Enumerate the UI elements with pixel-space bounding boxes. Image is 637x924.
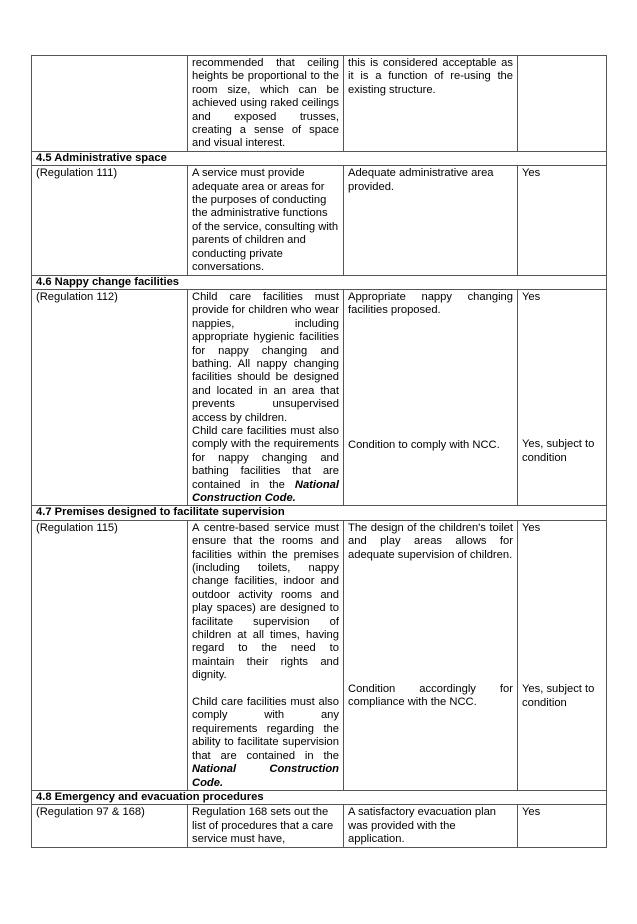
compliance-cell: Yes	[518, 166, 607, 275]
section-header-row	[32, 790, 607, 804]
comment-cell: A satisfactory evacuation plan was provided with the application.	[344, 805, 518, 847]
section-title: 4.7 Premises designed to facilitate supervision	[32, 506, 607, 520]
requirement-cell: Regulation 168 sets out the list of procedures that a care service must have,	[188, 805, 344, 847]
comment-cell: this is considered acceptable as it is a function of re-using the existing structure.	[344, 56, 518, 152]
section-header-row	[32, 506, 607, 520]
compliance-cell	[518, 56, 607, 152]
table-row	[32, 520, 607, 790]
compliance-cell	[518, 289, 607, 506]
regulation-cell: (Regulation 111)	[32, 166, 188, 275]
compliance-cell: Yes	[518, 805, 607, 847]
requirement-text: Child care facilities must also comply with any requirements regarding the ability to facilitate supervision that are contained in the	[192, 696, 339, 762]
regulation-cell	[32, 56, 188, 152]
section-title: 4.5 Administrative space	[32, 151, 607, 165]
code-reference: National Construction Code.	[192, 763, 339, 789]
compliance-value: Yes, subject to condition	[522, 683, 595, 709]
compliance-value: Yes	[522, 521, 541, 534]
compliance-cell	[518, 520, 607, 790]
requirement-text: Child care facilities must also comply with the requirements for nappy changing and bathing facilities that are contained in the	[192, 424, 339, 491]
compliance-value: Yes	[522, 290, 541, 303]
paragraph-spacer	[192, 683, 339, 696]
comment-cell	[344, 520, 518, 790]
section-title: 4.8 Emergency and evacuation procedures	[32, 790, 607, 804]
table-row	[32, 289, 607, 506]
comment-paragraph: Condition to comply with NCC.	[348, 438, 500, 451]
comment-cell: Adequate administrative area provided.	[344, 166, 518, 275]
requirement-cell	[188, 289, 344, 506]
comment-paragraph: Condition accordingly for compliance with the NCC.	[348, 683, 513, 709]
section-title: 4.6 Nappy change facilities	[32, 275, 607, 289]
requirement-cell	[188, 520, 344, 790]
compliance-value: Yes, subject to condition	[522, 438, 595, 464]
requirement-cell: A service must provide adequate area or areas for the purposes of conducting the administrative functions of the service, consulting with parents of children and conducting private conversations.	[188, 166, 344, 275]
requirement-paragraph: Child care facilities must provide for children who wear nappies, including appropriate hygienic facilities for nappy changing and bathing. All nappy changing facilities should be designed and located in an area that prevents unsupervised access by children.	[192, 290, 339, 424]
comment-paragraph: Appropriate nappy changing facilities proposed.	[348, 290, 513, 317]
regulation-cell: (Regulation 97 & 168)	[32, 805, 188, 847]
requirement-cell: recommended that ceiling heights be proportional to the room size, which can be achieved using raked ceilings and exposed trusses, creating a sense of space and visual interest.	[188, 56, 344, 152]
requirement-paragraph	[192, 425, 339, 505]
regulation-cell: (Regulation 115)	[32, 520, 188, 790]
regulation-cell: (Regulation 112)	[32, 289, 188, 506]
requirement-paragraph: A centre-based service must ensure that the rooms and facilities within the premises (including toilets, nappy change facilities, indoor and outdoor activity rooms and play spaces) are designed to facilitate supervision of children at all times, having regard to the need to maintain their rights and dignity.	[192, 521, 339, 682]
comment-paragraph: The design of the children's toilet and play areas allows for adequate supervision of children.	[348, 521, 513, 561]
table-row	[32, 56, 607, 152]
table-row	[32, 805, 607, 847]
comment-cell	[344, 289, 518, 506]
code-reference: National Construction Code.	[192, 478, 340, 504]
requirement-paragraph	[192, 696, 339, 790]
section-header-row	[32, 151, 607, 165]
section-header-row	[32, 275, 607, 289]
table-row	[32, 166, 607, 275]
compliance-table	[31, 55, 607, 848]
